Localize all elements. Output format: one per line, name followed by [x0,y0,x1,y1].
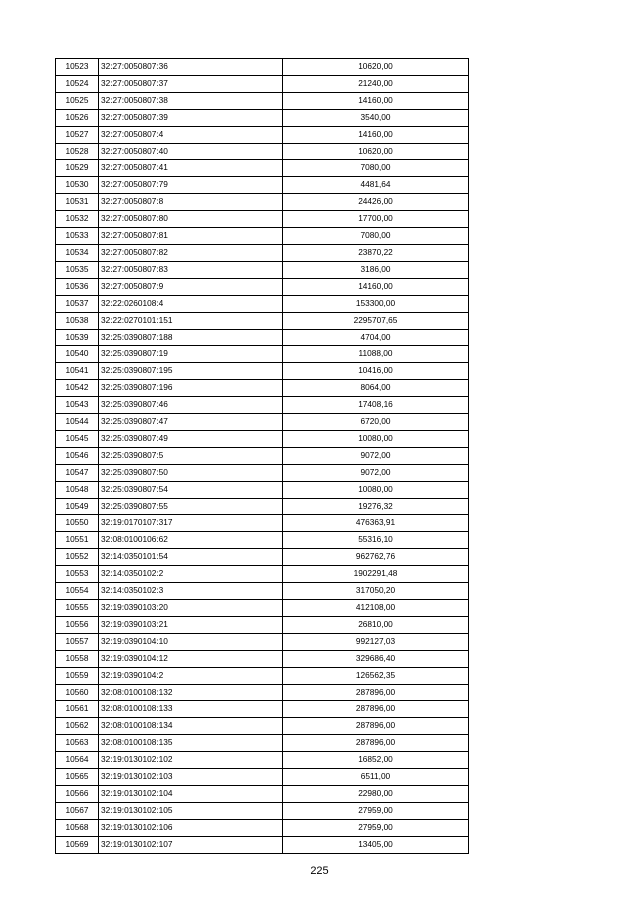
row-number-cell: 10560 [56,684,99,701]
table-row [56,718,469,735]
cadastral-value-cell: 7080,00 [283,228,469,245]
row-number-cell: 10535 [56,261,99,278]
cadastral-number-cell: 32:27:0050807:81 [99,228,283,245]
cadastral-number-cell: 32:27:0050807:39 [99,109,283,126]
cadastral-number-cell: 32:27:0050807:9 [99,278,283,295]
cadastral-number-cell: 32:25:0390807:46 [99,397,283,414]
table-row [56,278,469,295]
table-row [56,59,469,76]
row-number-cell: 10558 [56,650,99,667]
cadastral-value-cell: 412108,00 [283,600,469,617]
cadastral-number-cell: 32:19:0130102:107 [99,836,283,853]
cadastral-value-cell: 55316,10 [283,532,469,549]
cadastral-value-cell: 14160,00 [283,126,469,143]
cadastral-value-cell: 21240,00 [283,75,469,92]
row-number-cell: 10533 [56,228,99,245]
table-row [56,633,469,650]
cadastral-value-cell: 11088,00 [283,346,469,363]
cadastral-value-cell: 287896,00 [283,735,469,752]
row-number-cell: 10554 [56,583,99,600]
cadastral-value-cell: 9072,00 [283,447,469,464]
cadastral-value-cell: 16852,00 [283,752,469,769]
cadastral-number-cell: 32:19:0130102:103 [99,769,283,786]
cadastral-number-cell: 32:27:0050807:41 [99,160,283,177]
row-number-cell: 10567 [56,802,99,819]
cadastral-value-cell: 13405,00 [283,836,469,853]
row-number-cell: 10552 [56,549,99,566]
row-number-cell: 10539 [56,329,99,346]
table-row [56,143,469,160]
table-row [56,464,469,481]
cadastral-number-cell: 32:19:0130102:102 [99,752,283,769]
table-row [56,414,469,431]
table-row [56,228,469,245]
cadastral-value-cell: 17408,16 [283,397,469,414]
table-row [56,380,469,397]
table-row [56,769,469,786]
row-number-cell: 10536 [56,278,99,295]
cadastral-number-cell: 32:08:0100106:62 [99,532,283,549]
cadastral-value-cell: 22980,00 [283,785,469,802]
row-number-cell: 10547 [56,464,99,481]
cadastral-number-cell: 32:08:0100108:132 [99,684,283,701]
cadastral-value-cell: 10080,00 [283,430,469,447]
table-row [56,312,469,329]
cadastral-value-table [55,58,469,854]
cadastral-value-cell: 329686,40 [283,650,469,667]
table-row [56,295,469,312]
table-row [56,109,469,126]
cadastral-number-cell: 32:19:0130102:105 [99,802,283,819]
table-row [56,194,469,211]
table-row [56,667,469,684]
cadastral-number-cell: 32:25:0390807:55 [99,498,283,515]
row-number-cell: 10530 [56,177,99,194]
cadastral-value-cell: 26810,00 [283,616,469,633]
table-row [56,126,469,143]
cadastral-number-cell: 32:25:0390807:196 [99,380,283,397]
cadastral-value-cell: 3540,00 [283,109,469,126]
cadastral-value-cell: 962762,76 [283,549,469,566]
table-row [56,819,469,836]
table-row [56,616,469,633]
row-number-cell: 10565 [56,769,99,786]
table-row [56,160,469,177]
cadastral-value-cell: 287896,00 [283,701,469,718]
cadastral-number-cell: 32:27:0050807:4 [99,126,283,143]
cadastral-number-cell: 32:19:0130102:104 [99,785,283,802]
row-number-cell: 10546 [56,447,99,464]
cadastral-number-cell: 32:08:0100108:133 [99,701,283,718]
table-row [56,802,469,819]
cadastral-value-cell: 126562,35 [283,667,469,684]
cadastral-number-cell: 32:25:0390807:195 [99,363,283,380]
table-row [56,785,469,802]
table-row [56,836,469,853]
row-number-cell: 10556 [56,616,99,633]
cadastral-value-cell: 10080,00 [283,481,469,498]
row-number-cell: 10523 [56,59,99,76]
row-number-cell: 10526 [56,109,99,126]
cadastral-value-cell: 287896,00 [283,684,469,701]
cadastral-value-cell: 14160,00 [283,92,469,109]
table-row [56,701,469,718]
cadastral-number-cell: 32:22:0270101:151 [99,312,283,329]
table-row [56,447,469,464]
cadastral-number-cell: 32:27:0050807:79 [99,177,283,194]
cadastral-value-cell: 7080,00 [283,160,469,177]
cadastral-value-cell: 27959,00 [283,819,469,836]
row-number-cell: 10540 [56,346,99,363]
cadastral-number-cell: 32:19:0390104:2 [99,667,283,684]
cadastral-value-cell: 6511,00 [283,769,469,786]
cadastral-number-cell: 32:25:0390807:5 [99,447,283,464]
cadastral-number-cell: 32:27:0050807:83 [99,261,283,278]
cadastral-value-cell: 9072,00 [283,464,469,481]
row-number-cell: 10548 [56,481,99,498]
cadastral-number-cell: 32:19:0170107:317 [99,515,283,532]
row-number-cell: 10557 [56,633,99,650]
cadastral-number-cell: 32:19:0390104:12 [99,650,283,667]
table-row [56,532,469,549]
row-number-cell: 10541 [56,363,99,380]
cadastral-number-cell: 32:14:0350102:3 [99,583,283,600]
row-number-cell: 10529 [56,160,99,177]
cadastral-number-cell: 32:19:0390103:20 [99,600,283,617]
row-number-cell: 10561 [56,701,99,718]
cadastral-value-cell: 2295707,65 [283,312,469,329]
row-number-cell: 10568 [56,819,99,836]
row-number-cell: 10569 [56,836,99,853]
row-number-cell: 10562 [56,718,99,735]
cadastral-number-cell: 32:27:0050807:8 [99,194,283,211]
cadastral-number-cell: 32:27:0050807:36 [99,59,283,76]
row-number-cell: 10563 [56,735,99,752]
cadastral-number-cell: 32:27:0050807:82 [99,244,283,261]
cadastral-number-cell: 32:22:0260108:4 [99,295,283,312]
row-number-cell: 10532 [56,211,99,228]
table-row [56,735,469,752]
cadastral-number-cell: 32:25:0390807:54 [99,481,283,498]
cadastral-number-cell: 32:27:0050807:80 [99,211,283,228]
cadastral-value-cell: 287896,00 [283,718,469,735]
cadastral-value-cell: 10620,00 [283,143,469,160]
row-number-cell: 10537 [56,295,99,312]
table-row [56,684,469,701]
table-row [56,650,469,667]
table-row [56,329,469,346]
cadastral-value-cell: 8064,00 [283,380,469,397]
cadastral-number-cell: 32:08:0100108:134 [99,718,283,735]
cadastral-value-cell: 14160,00 [283,278,469,295]
cadastral-value-cell: 17700,00 [283,211,469,228]
row-number-cell: 10544 [56,414,99,431]
table-row [56,583,469,600]
table-row [56,397,469,414]
cadastral-number-cell: 32:08:0100108:135 [99,735,283,752]
table-row [56,75,469,92]
cadastral-value-cell: 153300,00 [283,295,469,312]
row-number-cell: 10538 [56,312,99,329]
table-row [56,211,469,228]
cadastral-number-cell: 32:19:0390104:10 [99,633,283,650]
table-row [56,261,469,278]
row-number-cell: 10543 [56,397,99,414]
table-row [56,566,469,583]
table-row [56,92,469,109]
row-number-cell: 10545 [56,430,99,447]
table-row [56,498,469,515]
cadastral-number-cell: 32:25:0390807:19 [99,346,283,363]
cadastral-value-cell: 24426,00 [283,194,469,211]
cadastral-value-cell: 27959,00 [283,802,469,819]
row-number-cell: 10555 [56,600,99,617]
cadastral-number-cell: 32:27:0050807:38 [99,92,283,109]
row-number-cell: 10559 [56,667,99,684]
cadastral-value-cell: 23870,22 [283,244,469,261]
cadastral-value-cell: 992127,03 [283,633,469,650]
row-number-cell: 10551 [56,532,99,549]
cadastral-value-cell: 476363,91 [283,515,469,532]
cadastral-value-cell: 4481,64 [283,177,469,194]
table-row [56,481,469,498]
table-row [56,346,469,363]
cadastral-value-cell: 4704,00 [283,329,469,346]
row-number-cell: 10542 [56,380,99,397]
table-row [56,515,469,532]
cadastral-value-cell: 6720,00 [283,414,469,431]
row-number-cell: 10534 [56,244,99,261]
row-number-cell: 10549 [56,498,99,515]
table-row [56,752,469,769]
row-number-cell: 10525 [56,92,99,109]
cadastral-number-cell: 32:19:0130102:106 [99,819,283,836]
cadastral-number-cell: 32:27:0050807:40 [99,143,283,160]
row-number-cell: 10564 [56,752,99,769]
table-row [56,600,469,617]
row-number-cell: 10531 [56,194,99,211]
cadastral-number-cell: 32:14:0350101:54 [99,549,283,566]
cadastral-number-cell: 32:27:0050807:37 [99,75,283,92]
table-row [56,549,469,566]
table-row [56,430,469,447]
cadastral-number-cell: 32:25:0390807:47 [99,414,283,431]
row-number-cell: 10524 [56,75,99,92]
row-number-cell: 10528 [56,143,99,160]
row-number-cell: 10566 [56,785,99,802]
row-number-cell: 10527 [56,126,99,143]
cadastral-number-cell: 32:25:0390807:49 [99,430,283,447]
table-row [56,363,469,380]
cadastral-value-cell: 10620,00 [283,59,469,76]
table-row [56,244,469,261]
cadastral-value-cell: 19276,32 [283,498,469,515]
row-number-cell: 10550 [56,515,99,532]
cadastral-value-cell: 3186,00 [283,261,469,278]
table-body [56,59,469,854]
cadastral-value-cell: 1902291,48 [283,566,469,583]
cadastral-number-cell: 32:25:0390807:50 [99,464,283,481]
cadastral-number-cell: 32:19:0390103:21 [99,616,283,633]
cadastral-number-cell: 32:14:0350102:2 [99,566,283,583]
page-number: 225 [310,865,329,877]
cadastral-number-cell: 32:25:0390807:188 [99,329,283,346]
row-number-cell: 10553 [56,566,99,583]
cadastral-value-cell: 317050,20 [283,583,469,600]
table-row [56,177,469,194]
cadastral-value-cell: 10416,00 [283,363,469,380]
